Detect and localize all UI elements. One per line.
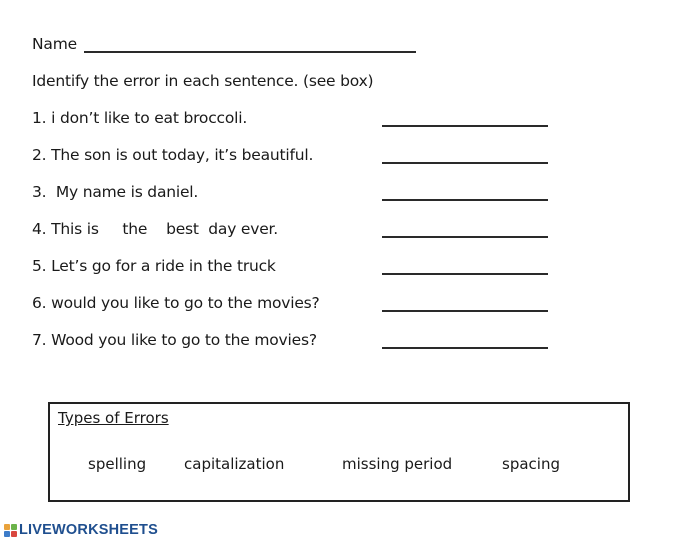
answer-field-7[interactable] [382,347,548,349]
answer-field-4[interactable] [382,236,548,238]
error-type-spelling: spelling [88,455,147,473]
error-types-title: Types of Errors [58,409,169,427]
logo-text: LIVEWORKSHEETS [19,522,158,538]
answer-field-2[interactable] [382,162,548,164]
error-type-spacing: spacing [502,455,560,473]
error-type-missing-period: missing period [342,455,453,473]
sentence-5: 5. Let’s go for a ride in the truck [32,257,276,275]
answer-field-1[interactable] [382,125,548,127]
sentence-2: 2. The son is out today, it’s beautiful. [32,146,314,164]
sentence-4: 4. This is the best day ever. [32,220,279,238]
sentence-6: 6. would you like to go to the movies? [32,294,320,312]
sentence-7: 7. Wood you like to go to the movies? [32,331,317,349]
answer-field-5[interactable] [382,273,548,275]
answer-field-6[interactable] [382,310,548,312]
sentence-3: 3. My name is daniel. [32,183,199,201]
liveworksheets-logo [4,522,158,538]
name-label: Name [32,35,77,53]
name-answer-field[interactable] [84,51,416,53]
logo-grid-icon [4,524,17,537]
answer-field-3[interactable] [382,199,548,201]
instructions: Identify the error in each sentence. (see box) [32,72,374,90]
error-types-box [48,402,630,502]
sentence-1: 1. i don’t like to eat broccoli. [32,109,248,127]
error-type-capitalization: capitalization [184,455,285,473]
